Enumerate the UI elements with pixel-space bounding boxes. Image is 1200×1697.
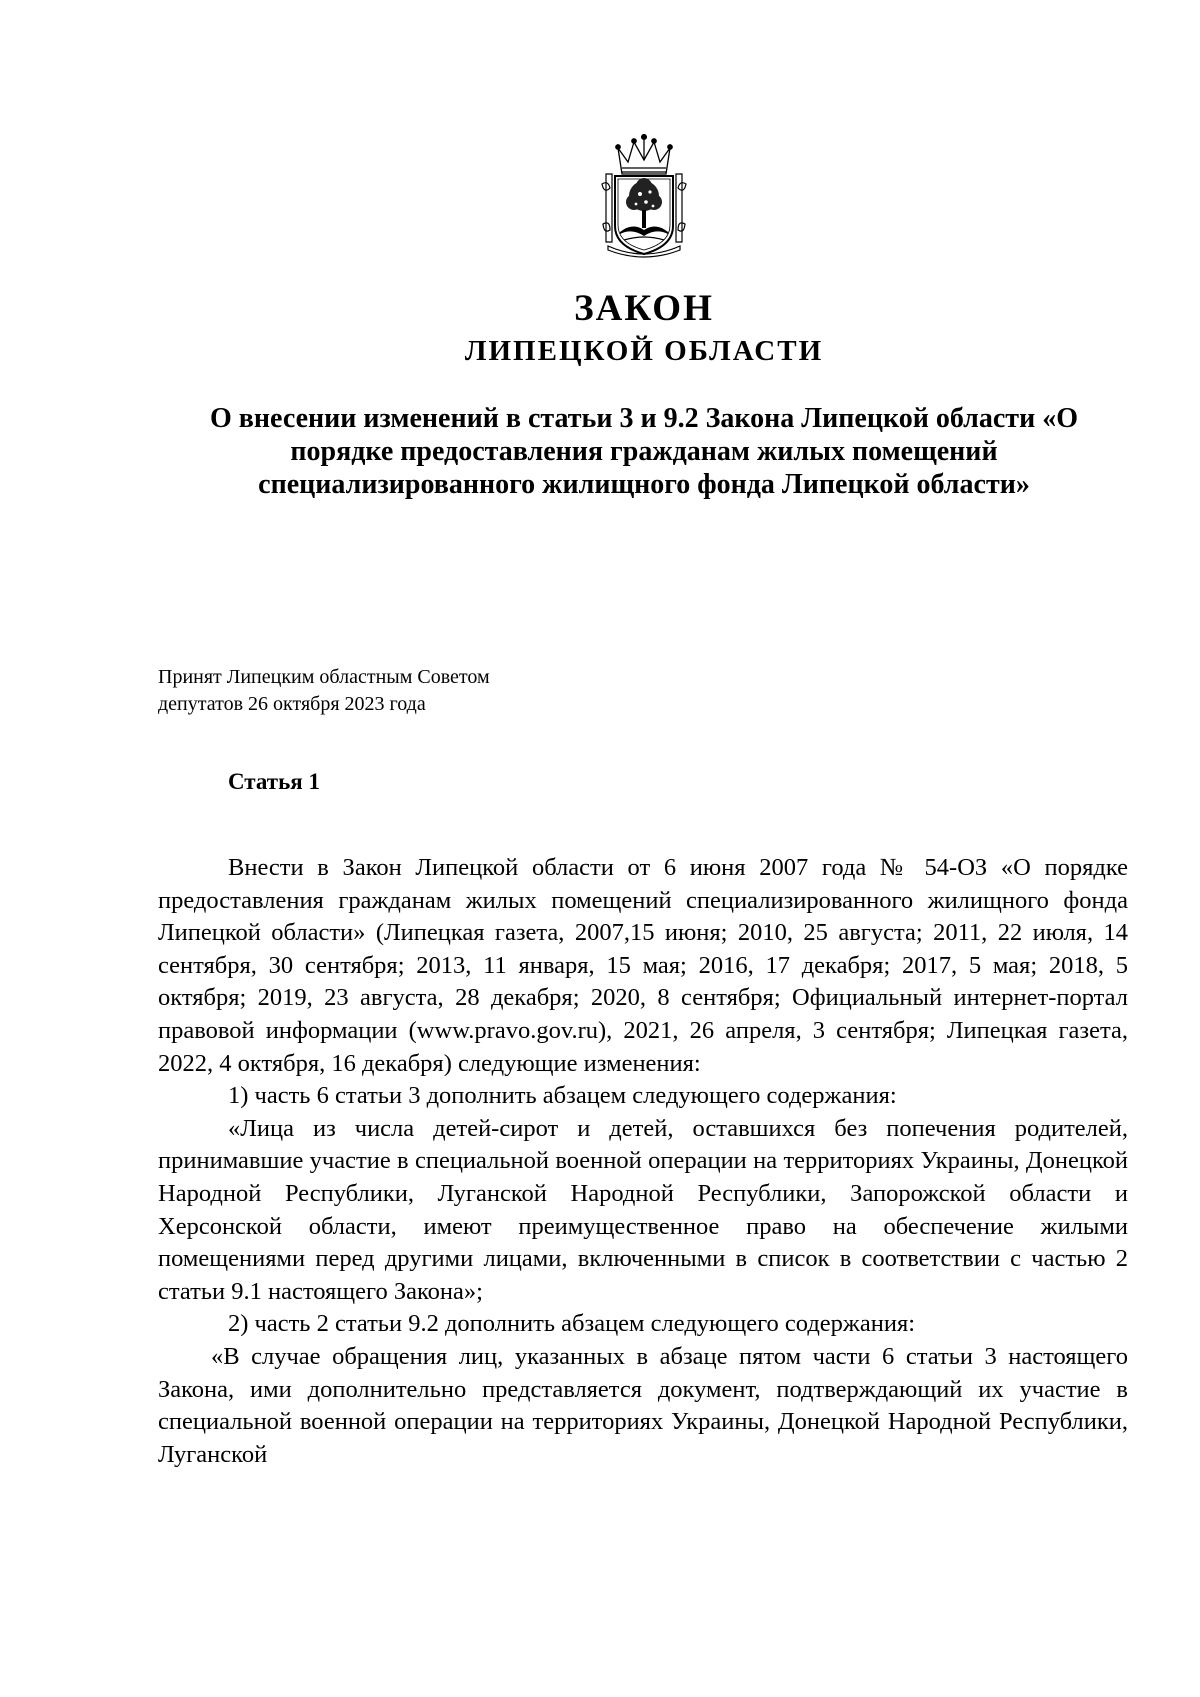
article-title: Статья 1 — [228, 769, 320, 794]
article-body — [158, 852, 1128, 1471]
coat-of-arms-emblem-icon — [598, 134, 690, 260]
law-heading: О внесении изменений в статьи 3 и 9.2 Закона Липецкой области «О порядке предоставления гражданам жилых помещений специализированного жилищного фонда Липецкой области» — [210, 403, 1078, 500]
paragraph: «В случае обращения лиц, указанных в абзаце пятом части 6 статьи 3 настоящего Закона, ими дополнительно представляется документ, подтверждающий их участие в специальной военной операции на территориях Украины, Донецкой Народной Республики, Луганской — [158, 1342, 1128, 1468]
adoption-note-line: депутатов 26 октября 2023 года — [158, 693, 426, 715]
law-subtitle: ЛИПЕЦКОЙ ОБЛАСТИ — [464, 335, 824, 367]
paragraph: 2) часть 2 статьи 9.2 дополнить абзацем следующего содержания: — [228, 1310, 916, 1338]
adoption-note — [158, 664, 658, 718]
paragraph: «Лица из числа детей-сирот и детей, оставшихся без попечения родителей, принимавшие участие в специальной военной операции на территориях Украины, Донецкой Народной Республики, Луганской Народной Республики, Запорожской области и Херсонской области, имеют преимущественное право на обеспечение жилыми помещениями перед другими лицами, включенными в список в соответствии с частью 2 статьи 9.1 настоящего Закона»; — [158, 1114, 1128, 1305]
law-title: ЗАКОН — [574, 288, 714, 329]
adoption-note-line: Принят Липецким областным Советом — [158, 666, 490, 688]
paragraph: 1) часть 6 статьи 3 дополнить абзацем следующего содержания: — [228, 1082, 897, 1110]
paragraph: Внести в Закон Липецкой области от 6 июня 2007 года № 54-ОЗ «О порядке предоставления гражданам жилых помещений специализированного жилищного фонда Липецкой области» (Липецкая газета, 2007,15 июня; 2010, 25 августа; 2011, 22 июля, 14 сентября, 30 сентября; 2013, 11 января, 15 мая; 2016, 17 декабря; 2017, 5 мая; 2018, 5 октября; 2019, 23 августа, 28 декабря; 2020, 8 сентября; Официальный интернет-портал правовой информации (www.pravo.gov.ru), 2021, 26 апреля, 3 сентября; Липецкая газета, 2022, 4 октября, 16 декабря) следующие изменения: — [158, 854, 1128, 1077]
